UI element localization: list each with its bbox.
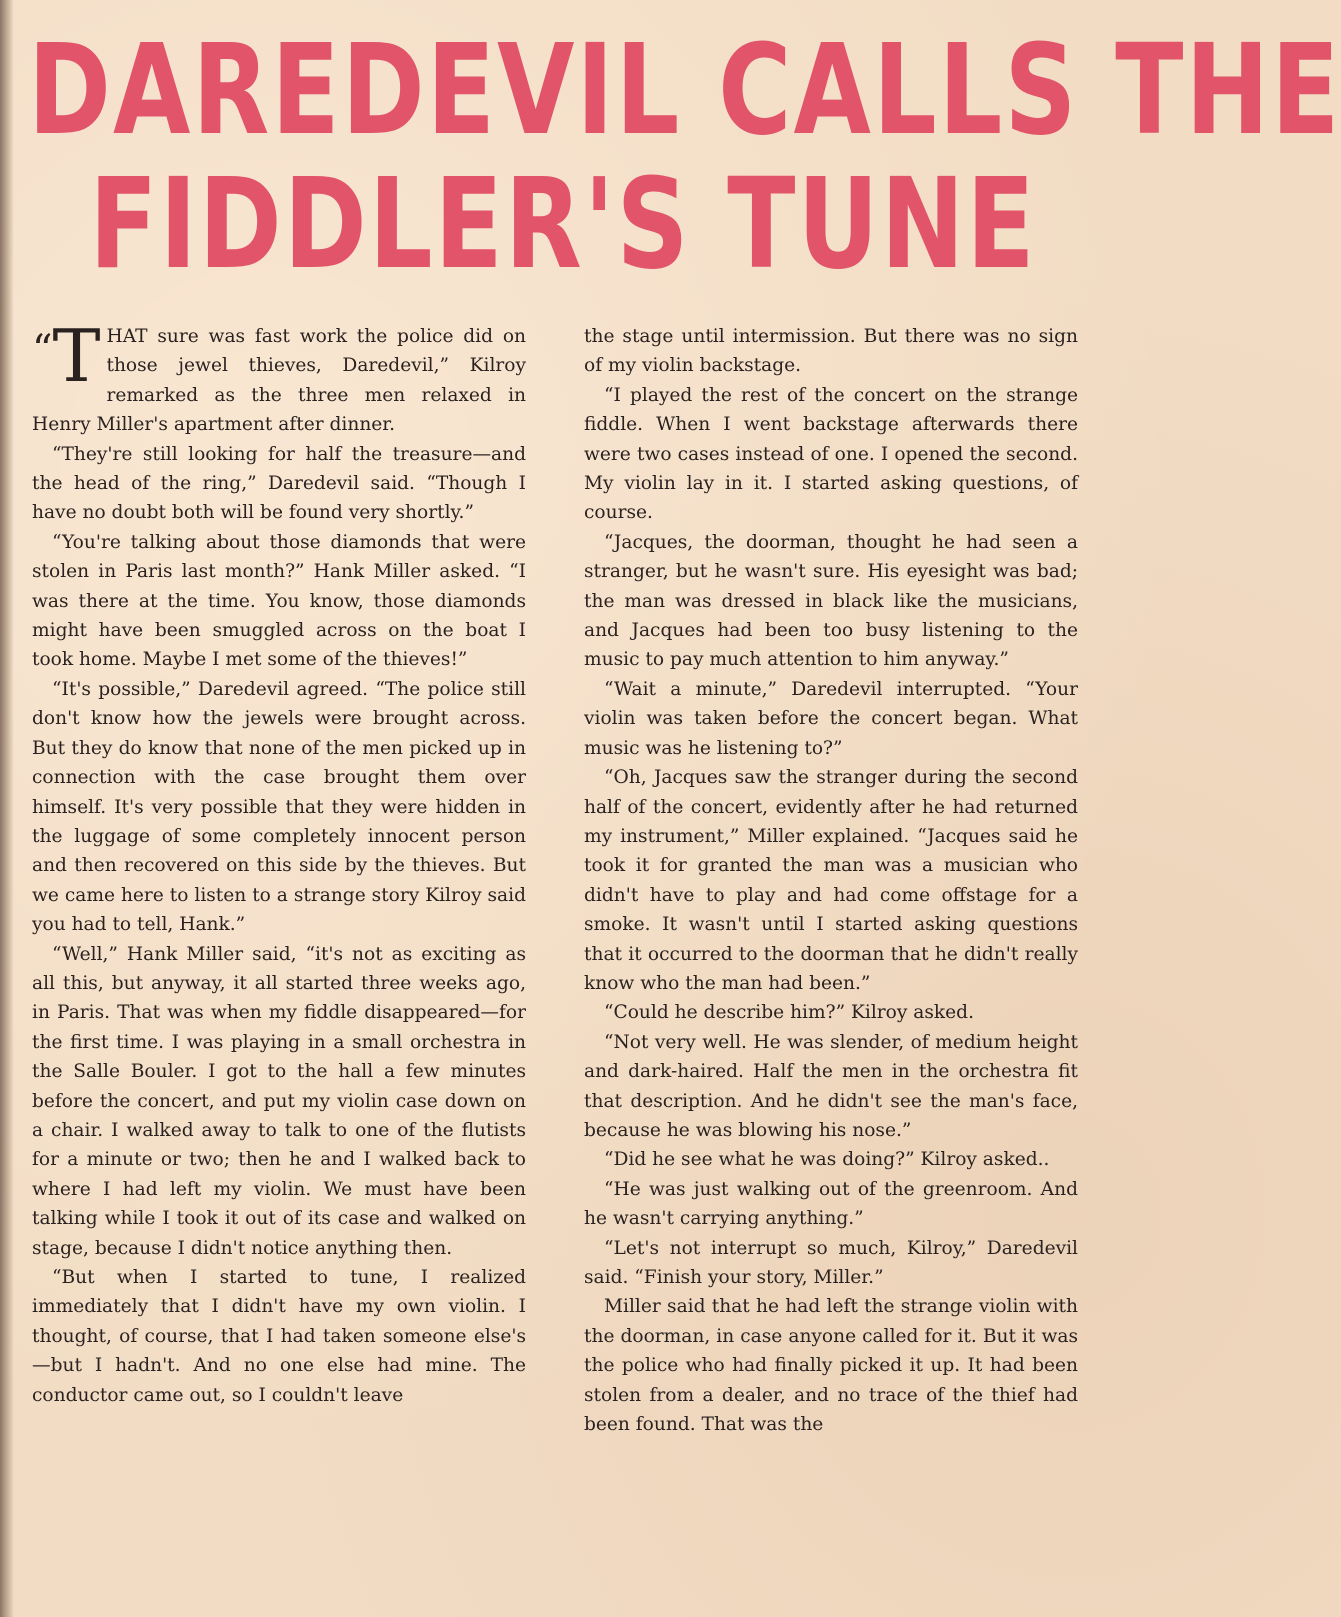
drop-cap-quote: “ — [32, 327, 53, 373]
paragraph: “Well,” Hank Miller said, “it's not as exciting as all this, but anyway, it all started three weeks ago, in Paris. That was when my fiddle disappeared—for the first time. I was playing in a small orchestra in the Salle Bouler. I got to the hall a few minutes before the concert, and put my violin case down on a chair. I walked away to talk to one of the flutists for a minute or two; then he and I walked back to where I had left my violin. We must have been talking while I took it out of its case and walked on stage, because I didn't notice anything then. — [32, 943, 526, 1259]
paragraph: “He was just walking out of the greenroom. And he wasn't carrying anything.” — [584, 1178, 1078, 1230]
paragraph: “Wait a minute,” Daredevil interrupted. “Your violin was taken before the concert began. What music was he listening to?” — [584, 678, 1078, 759]
left-text-column — [32, 314, 526, 1410]
paragraph: “I played the rest of the concert on the strange fiddle. When I went backstage afterwards there were two cases instead of one. I opened the second. My violin lay in it. I started asking questions, of course. — [584, 384, 1078, 524]
drop-cap-letter: T — [52, 314, 101, 398]
page-gutter-shadow — [0, 0, 14, 1617]
paragraph: “Jacques, the doorman, thought he had seen a stranger, but he wasn't sure. His eyesight was bad; the man was dressed in black like the musicians, and Jacques had been too busy listening to the music to pay much attention to him anyway.” — [584, 531, 1078, 671]
paragraph: “Oh, Jacques saw the stranger during the second half of the concert, evidently after he had returned my instrument,” Miller explained. “Jacques said he took it for granted the man was a musician who didn't have to play and had come offstage for a smoke. It wasn't until I started asking questions that it occurred to the doorman that he didn't really know who the man had been.” — [584, 767, 1078, 994]
story-title-line-2: FIDDLER'S TUNE — [89, 150, 1037, 297]
paragraph: “Not very well. He was slender, of medium height and dark-haired. Half the men in the orchestra fit that description. And he didn't see the man's face, because he was blowing his nose.” — [584, 1031, 1078, 1141]
story-title-line-1: DAREDEVIL CALLS THE — [28, 16, 1341, 163]
paragraph: “It's possible,” Daredevil agreed. “The police still don't know how the jewels were brought across. But they do know that none of the men picked up in connection with the case brought them over himself. It's very possible that they were hidden in the luggage of some completely innocent person and then recovered on this side by the thieves. But we came here to listen to a strange story Kilroy said you had to tell, Hank.” — [32, 678, 526, 936]
opening-paragraph — [32, 314, 526, 440]
story-title — [28, 16, 1341, 297]
right-text-column — [584, 322, 1078, 1439]
drop-cap — [32, 314, 101, 398]
paragraph: Miller said that he had left the strange violin with the doorman, in case anyone called for it. But it was the police who had finally picked it up. It had been stolen from a dealer, and no trace of the thief had been found. That was the — [584, 1296, 1078, 1436]
opening-paragraph-text: HAT sure was fast work the police did on those jewel thieves, Daredevil,” Kilroy remarked as the three men relaxed in Henry Miller's apartment after dinner. — [32, 326, 526, 436]
paragraph: “Did he see what he was doing?” Kilroy asked.. — [604, 1149, 1050, 1171]
paragraph: “They're still looking for half the treasure—and the head of the ring,” Daredevil said. “Though I have no doubt both will be found very shortly.” — [32, 443, 526, 524]
paragraph: “Could he describe him?” Kilroy asked. — [604, 1002, 974, 1024]
paragraph: “You're talking about those diamonds that were stolen in Paris last month?” Hank Miller asked. “I was there at the time. You know, those diamonds might have been smuggled across on the boat I took home. Maybe I met some of the thieves!” — [32, 531, 526, 671]
continued-paragraph: the stage until intermission. But there was no sign of my violin backstage. — [584, 326, 1078, 377]
paragraph: “But when I started to tune, I realized immediately that I didn't have my own violin. I thought, of course, that I had taken someone else's—but I hadn't. And no one else had mine. The conductor came out, so I couldn't leave — [32, 1267, 526, 1406]
paragraph: “Let's not interrupt so much, Kilroy,” Daredevil said. “Finish your story, Miller.” — [584, 1237, 1078, 1288]
